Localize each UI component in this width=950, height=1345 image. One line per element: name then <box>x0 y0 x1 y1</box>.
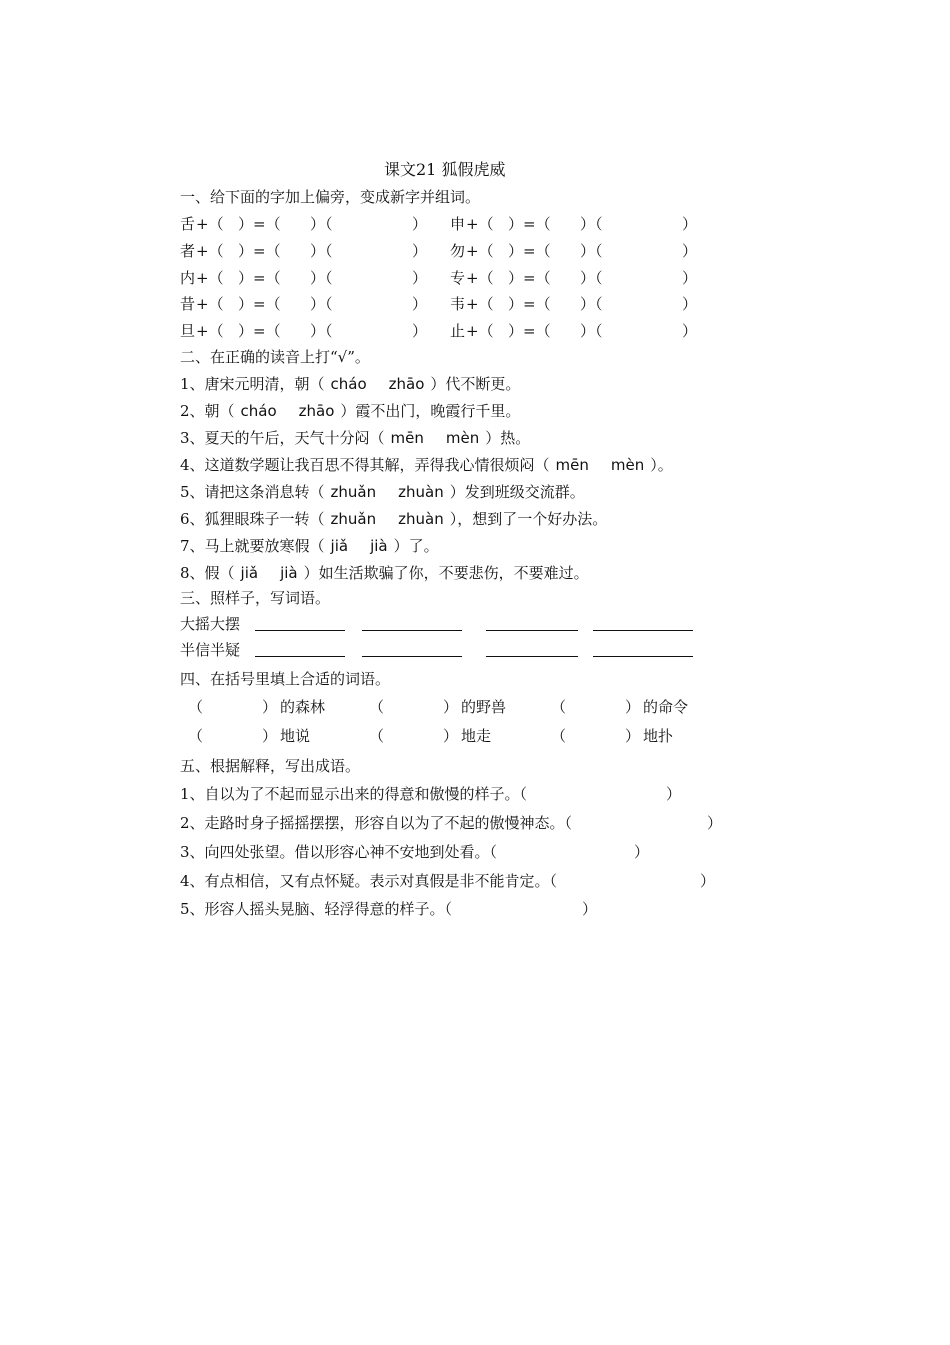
paren-pair: ）（ <box>580 215 603 233</box>
equals-paren: ）=（ <box>508 295 551 313</box>
pinyin-option[interactable]: zhāo <box>388 375 425 393</box>
phrase-label: 的命令 <box>643 698 689 716</box>
answer-line[interactable] <box>593 630 693 631</box>
example-word-2: 半信半疑 <box>180 641 241 659</box>
close-paren: ） <box>666 785 682 803</box>
base-char: 止 <box>450 322 466 340</box>
close-paren: ） <box>443 698 459 716</box>
answer-line[interactable] <box>362 630 462 631</box>
close-paren: ） <box>682 322 698 340</box>
plus-paren: +（ <box>466 242 494 260</box>
plus-paren: +（ <box>196 242 224 260</box>
answer-line[interactable] <box>362 656 462 657</box>
base-char: 内 <box>180 269 196 287</box>
question-text: ）代不断更。 <box>430 375 521 393</box>
question-text: 2、朝（ <box>180 402 235 420</box>
plus-paren: +（ <box>196 269 224 287</box>
pinyin-question <box>180 482 585 502</box>
phrase-label: 的野兽 <box>461 698 507 716</box>
paren-pair: ）（ <box>580 322 603 340</box>
pinyin-option[interactable]: mèn <box>445 429 480 447</box>
close-paren: ） <box>262 727 278 745</box>
question-text: 6、狐狸眼珠子一转（ <box>180 510 325 528</box>
section1-heading: 一、给下面的字加上偏旁，变成新字并组词。 <box>180 188 481 206</box>
base-char: 者 <box>180 242 196 260</box>
plus-paren: +（ <box>466 269 494 287</box>
paren-pair: ）（ <box>310 242 333 260</box>
pinyin-option[interactable]: mèn <box>610 456 645 474</box>
close-paren: ） <box>625 727 641 745</box>
pinyin-question <box>180 536 439 556</box>
question-text: 1、唐宋元明清，朝（ <box>180 375 325 393</box>
answer-line[interactable] <box>486 630 578 631</box>
base-char: 旦 <box>180 322 196 340</box>
equals-paren: ）=（ <box>238 215 281 233</box>
close-paren: ） <box>634 843 650 861</box>
question-text: ）了。 <box>393 537 439 555</box>
open-paren: （ <box>551 727 567 745</box>
phrase-label: 地说 <box>280 727 311 745</box>
close-paren: ） <box>682 269 698 287</box>
section4-heading: 四、在括号里填上合适的词语。 <box>180 670 391 688</box>
answer-line[interactable] <box>486 656 578 657</box>
paren-pair: ）（ <box>580 295 603 313</box>
base-char: 昔 <box>180 295 196 313</box>
pinyin-option[interactable]: mēn <box>555 456 589 474</box>
paren-pair: ）（ <box>310 322 333 340</box>
answer-line[interactable] <box>593 656 693 657</box>
idiom-question: 4、有点相信，又有点怀疑。表示对真假是非不能肯定。（ <box>180 872 558 890</box>
close-paren: ） <box>700 872 716 890</box>
question-text: ）发到班级交流群。 <box>449 483 585 501</box>
pinyin-option[interactable]: mēn <box>390 429 424 447</box>
pinyin-option[interactable]: jiǎ <box>330 537 349 555</box>
pinyin-option[interactable]: zhuǎn <box>330 510 377 528</box>
pinyin-option[interactable]: zhāo <box>298 402 335 420</box>
plus-paren: +（ <box>196 295 224 313</box>
pinyin-question <box>180 401 520 421</box>
open-paren: （ <box>188 698 204 716</box>
phrase-label: 地扑 <box>643 727 674 745</box>
paren-pair: ）（ <box>310 269 333 287</box>
question-text: 7、马上就要放寒假（ <box>180 537 325 555</box>
close-paren: ） <box>707 814 723 832</box>
question-text: 3、夏天的午后，天气十分闷（ <box>180 429 385 447</box>
section5-heading: 五、根据解释，写出成语。 <box>180 757 361 775</box>
close-paren: ） <box>682 295 698 313</box>
open-paren: （ <box>369 727 385 745</box>
open-paren: （ <box>369 698 385 716</box>
pinyin-option[interactable]: cháo <box>240 402 277 420</box>
paren-pair: ）（ <box>310 215 333 233</box>
close-paren: ） <box>582 900 598 918</box>
base-char: 勿 <box>450 242 466 260</box>
base-char: 专 <box>450 269 466 287</box>
close-paren: ） <box>625 698 641 716</box>
answer-line[interactable] <box>255 656 345 657</box>
equals-paren: ）=（ <box>238 242 281 260</box>
idiom-question: 2、走路时身子摇摇摆摆，形容自以为了不起的傲慢神态。（ <box>180 814 573 832</box>
pinyin-question <box>180 374 520 394</box>
equals-paren: ）=（ <box>508 322 551 340</box>
section2-heading: 二、在正确的读音上打“√”。 <box>180 348 370 366</box>
close-paren: ） <box>682 215 698 233</box>
pinyin-question <box>180 455 673 475</box>
plus-paren: +（ <box>196 215 224 233</box>
equals-paren: ）=（ <box>238 269 281 287</box>
page-title: 课文21 狐假虎威 <box>384 160 506 179</box>
pinyin-question <box>180 509 607 529</box>
plus-paren: +（ <box>466 322 494 340</box>
idiom-question: 5、形容人摇头晃脑、轻浮得意的样子。（ <box>180 900 453 918</box>
paren-pair: ）（ <box>580 242 603 260</box>
close-paren: ） <box>443 727 459 745</box>
question-text: ）热。 <box>485 429 531 447</box>
pinyin-option[interactable]: cháo <box>330 375 367 393</box>
close-paren: ） <box>262 698 278 716</box>
pinyin-option[interactable]: jiǎ <box>240 564 259 582</box>
pinyin-question <box>180 563 589 583</box>
plus-paren: +（ <box>466 215 494 233</box>
question-text: ）。 <box>650 456 673 474</box>
pinyin-option[interactable]: jià <box>280 564 298 582</box>
question-text: ），想到了一个好办法。 <box>449 510 608 528</box>
close-paren: ） <box>682 242 698 260</box>
equals-paren: ）=（ <box>508 242 551 260</box>
base-char: 舌 <box>180 215 196 233</box>
answer-line[interactable] <box>255 630 345 631</box>
question-text: ）霞不出门，晚霞行千里。 <box>340 402 521 420</box>
open-paren: （ <box>188 727 204 745</box>
close-paren: ） <box>412 242 428 260</box>
equals-paren: ）=（ <box>238 295 281 313</box>
question-text: 5、请把这条消息转（ <box>180 483 325 501</box>
pinyin-option[interactable]: zhuàn <box>398 510 444 528</box>
equals-paren: ）=（ <box>508 215 551 233</box>
close-paren: ） <box>412 215 428 233</box>
equals-paren: ）=（ <box>508 269 551 287</box>
pinyin-option[interactable]: zhuàn <box>398 483 444 501</box>
example-word-1: 大摇大摆 <box>180 615 241 633</box>
pinyin-option[interactable]: jià <box>370 537 388 555</box>
pinyin-option[interactable]: zhuǎn <box>330 483 377 501</box>
pinyin-question <box>180 428 530 448</box>
question-text: 8、假（ <box>180 564 235 582</box>
idiom-question: 1、自以为了不起而显示出来的得意和傲慢的样子。（ <box>180 785 528 803</box>
phrase-label: 的森林 <box>280 698 326 716</box>
question-text: 4、这道数学题让我百思不得其解，弄得我心情很烦闷（ <box>180 456 550 474</box>
section3-heading: 三、照样子，写词语。 <box>180 589 331 607</box>
close-paren: ） <box>412 322 428 340</box>
open-paren: （ <box>551 698 567 716</box>
idiom-question: 3、向四处张望。借以形容心神不安地到处看。（ <box>180 843 498 861</box>
paren-pair: ）（ <box>310 295 333 313</box>
plus-paren: +（ <box>466 295 494 313</box>
question-text: ）如生活欺骗了你，不要悲伤，不要难过。 <box>303 564 589 582</box>
base-char: 申 <box>450 215 466 233</box>
phrase-label: 地走 <box>461 727 492 745</box>
plus-paren: +（ <box>196 322 224 340</box>
close-paren: ） <box>412 295 428 313</box>
paren-pair: ）（ <box>580 269 603 287</box>
equals-paren: ）=（ <box>238 322 281 340</box>
base-char: 韦 <box>450 295 466 313</box>
close-paren: ） <box>412 269 428 287</box>
